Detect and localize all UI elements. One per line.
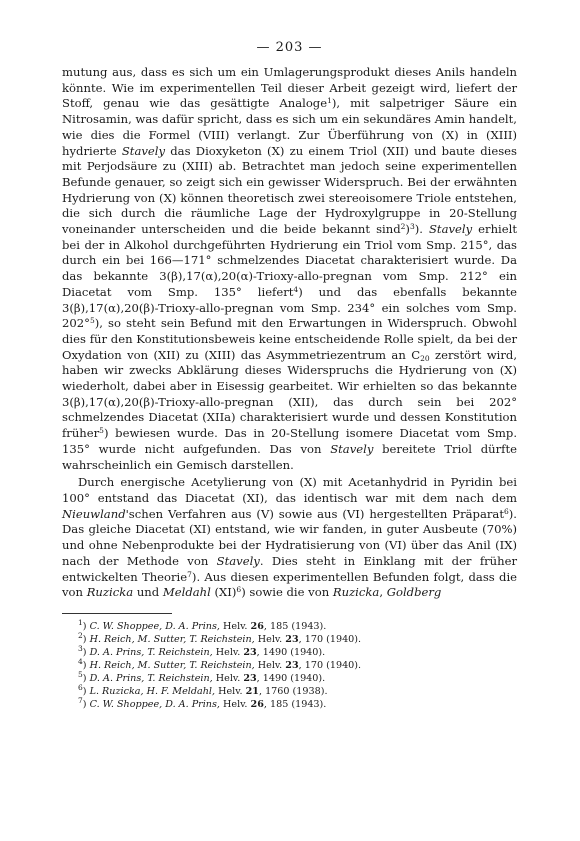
footnote-volume: 23 — [243, 673, 257, 685]
text-run: ). Aus diesen experimentellen Befunden folgt, dass die von — [62, 569, 518, 600]
text-run: ) — [405, 222, 410, 237]
footnote-volume: 23 — [285, 634, 299, 645]
text-run: und — [133, 585, 163, 600]
text-run: 'schen Verfahren aus (V) sowie aus (VI) hergestellten Präparat — [125, 506, 504, 521]
paragraph-1 — [62, 65, 517, 473]
footnote-journal: Helv. — [257, 660, 283, 672]
footnote-number: 1 — [78, 617, 83, 627]
footnote-ref[interactable]: 6 — [504, 506, 509, 516]
text-run: ), mit salpetriger Säure ein Nitrosamin, was dafür spricht, dass es sich um ein sekundäres Amin handelt, wie dies die Formel (VIII) verlangt. Zur Überführung von (X) in (XIII) hydrierte — [62, 96, 517, 158]
footnote-number: 4 — [78, 657, 83, 667]
footnote-pages: , 1760 (1938). — [258, 686, 328, 698]
text-run: ), so steht sein Befund mit den Erwartungen in Widerspruch. Obwohl dies für den Konstitutionsbeweis keine entscheidende Rolle spielt, da bei der Oxydation von (XII) zu (XIII) das Asymmetriezentrum an C — [62, 316, 517, 362]
footnote-pages: , 185 (1943). — [263, 620, 327, 632]
footnote-authors: L. Ruzicka, H. F. Meldahl, — [89, 686, 216, 698]
page-number: — 203 — — [256, 40, 323, 55]
footnote-ref[interactable]: 6 — [236, 585, 242, 595]
footnote-journal: Helv. — [223, 699, 248, 711]
author-name: Stavely — [121, 143, 166, 158]
footnote-volume: 23 — [285, 660, 299, 672]
author-name: Nieuwland — [62, 506, 126, 521]
subscript: 20 — [420, 353, 430, 363]
footnote-item: $^3$) D. A. Prins, T. Reichstein, Helv. 23, 1490 (1940). — [78, 644, 326, 659]
footnote-pages: , 1490 (1940). — [256, 647, 326, 659]
text-run: ) und das ebenfalls bekannte 3(β),17(α),20(β)-Trioxy-allo-pregnan vom Smp. 234° ein solches vom Smp. 202° — [62, 284, 517, 331]
footnote-pages: , 170 (1940). — [298, 634, 362, 645]
author-name: Stavely — [428, 222, 473, 237]
author-name: Goldberg — [386, 585, 442, 600]
footnote-pages: , 170 (1940). — [298, 660, 362, 672]
footnote-item: $^1$) C. W. Shoppee, D. A. Prins, Helv. 26, 185 (1943). — [78, 617, 327, 632]
footnote-pages: , 185 (1943). — [263, 699, 327, 711]
footnote-journal: Helv. — [215, 647, 241, 659]
footnotes — [62, 617, 517, 712]
author-name: Stavely — [330, 441, 374, 456]
page — [62, 40, 517, 712]
author-name: Stavely — [216, 553, 260, 568]
footnote-item: $^4$) H. Reich, M. Sutter, T. Reichstein, Helv. 23, 170 (1940). — [78, 657, 362, 672]
text-run: ). Das gleiche Diacetat (XI) entstand, wie wir fanden, in guter Ausbeute (70%) und ohne Nebenprodukte bei der Hydratisierung von (VI) über das Anil (IX) nach der Methode von — [62, 506, 517, 568]
text-run: Durch energische Acetylierung von (X) mit Acetanhydrid in Pyridin bei 100° entstand das Diacetat (XI), das identisch war mit dem nach dem — [62, 475, 517, 505]
text-run: ) bewiesen wurde. Das in 20-Stellung isomere Diacetat vom Smp. 135° wurde nicht aufgefunden. Das von — [62, 426, 517, 456]
text-run: , — [379, 585, 387, 600]
text-run: (XI) — [210, 585, 237, 600]
footnote-item: $^5$) D. A. Prins, T. Reichstein, Helv. 23, 1490 (1940). — [78, 670, 326, 685]
author-name: Meldahl — [162, 585, 211, 600]
footnote-number: 3 — [78, 644, 83, 654]
footnote-journal: Helv. — [257, 634, 283, 645]
body-text — [62, 65, 517, 601]
text-run: ) sowie die von — [241, 585, 333, 600]
text-run: . Dies steht in Einklang mit der früher entwickelten Theorie — [62, 553, 517, 584]
footnote-ref[interactable]: 7 — [187, 569, 192, 579]
footnote-item: $^7$) C. W. Shoppee, D. A. Prins, Helv. 26, 185 (1943). — [78, 696, 327, 711]
footnote-ref[interactable]: 4 — [293, 284, 299, 294]
footnote-ref[interactable]: 3 — [409, 222, 415, 232]
text-run: mutung aus, dass es sich um ein Umlagerungsprodukt dieses Anils handeln könnte. Wie im experimentellen Teil dieser Arbeit gezeigt wird, liefert der Stoff, genau wie das gesättigte Analoge — [62, 65, 517, 111]
footnote-number: 7 — [78, 696, 83, 706]
footnote-volume: 23 — [243, 647, 257, 659]
paragraph-2 — [62, 475, 517, 601]
author-name: Ruzicka — [332, 585, 380, 600]
footnote-pages: , 1490 (1940). — [256, 673, 326, 685]
footnote-number: 2 — [78, 631, 83, 640]
footnote-authors: D. A. Prins, T. Reichstein, — [89, 647, 213, 659]
footnote-volume: 26 — [250, 620, 264, 632]
footnote-journal: Helv. — [218, 686, 243, 698]
footnote-ref[interactable]: 5 — [89, 316, 95, 326]
text-run: zerstört wird, haben wir zwecks Abklärung dieses Widerspruchs die Hydrierung von (X) wiederholt, dabei aber in Eisessig gearbeitet. Wir erhielten so das bekannte 3(β),17(α),20(β)-Trioxy-allo-pregnan (XII), das durch sein bei 202° schmelzendes Diacetat (XIIa) charakterisiert wurde und dessen Konstitution früher — [62, 347, 518, 441]
footnote-item: $^6$) L. Ruzicka, H. F. Meldahl, Helv. 21, 1760 (1938). — [78, 683, 328, 698]
footnote-volume: 21 — [245, 686, 259, 698]
text-run: ). — [414, 222, 429, 237]
footnote-authors: H. Reich, M. Sutter, T. Reichstein, — [89, 634, 255, 645]
footnote-number: 6 — [78, 683, 83, 693]
footnote-volume: 26 — [250, 699, 264, 711]
footnote-journal: Helv. — [215, 673, 241, 685]
footnote-authors: C. W. Shoppee, D. A. Prins, — [89, 699, 220, 711]
footnote-authors: C. W. Shoppee, D. A. Prins, — [89, 620, 220, 632]
footnote-ref[interactable]: 5 — [99, 426, 104, 436]
footnote-authors: D. A. Prins, T. Reichstein, — [89, 673, 213, 685]
footnote-ref[interactable]: 1 — [327, 96, 332, 106]
text-run: das Dioxyketon (X) zu einem Triol (XII) und baute dieses mit Perjodsäure zu (XIII) ab. Betrachtet man jedoch seine experimentellen Befunde genauer, so zeigt sich ein gewisser Widerspruch. Bei der erwähnten Hydrierung von (X) können theoretisch zwei stereoisomere Triole entstehen, die sich durch die räumliche Lage der Hydroxylgruppe in 20-Stellung voneinander unterscheiden und die beide bekannt sind — [62, 143, 517, 237]
footnote-ref[interactable]: 2 — [400, 222, 406, 232]
text-run: bereitete Triol dürfte wahrscheinlich ein Gemisch darstellen. — [62, 441, 517, 472]
footnote-item: $^2$) H. Reich, M. Sutter, T. Reichstein, Helv. 23, 170 (1940). — [78, 631, 362, 645]
author-name: Ruzicka — [86, 585, 134, 600]
footnote-journal: Helv. — [223, 620, 248, 632]
text-run: erhielt bei der in Alkohol durchgeführten Hydrierung ein Triol vom Smp. 215°, das durch ein bei 166—171° schmelzendes Diacetat charakterisiert wurde. Da das bekannte 3(β),17(α),20(α)-Trioxy-allo-pregnan vom Smp. 212° ein Diacetat vom Smp. 135° liefert — [62, 222, 517, 299]
footnote-divider — [62, 613, 172, 614]
footnote-number: 5 — [78, 670, 83, 680]
footnote-authors: H. Reich, M. Sutter, T. Reichstein, — [89, 660, 255, 672]
